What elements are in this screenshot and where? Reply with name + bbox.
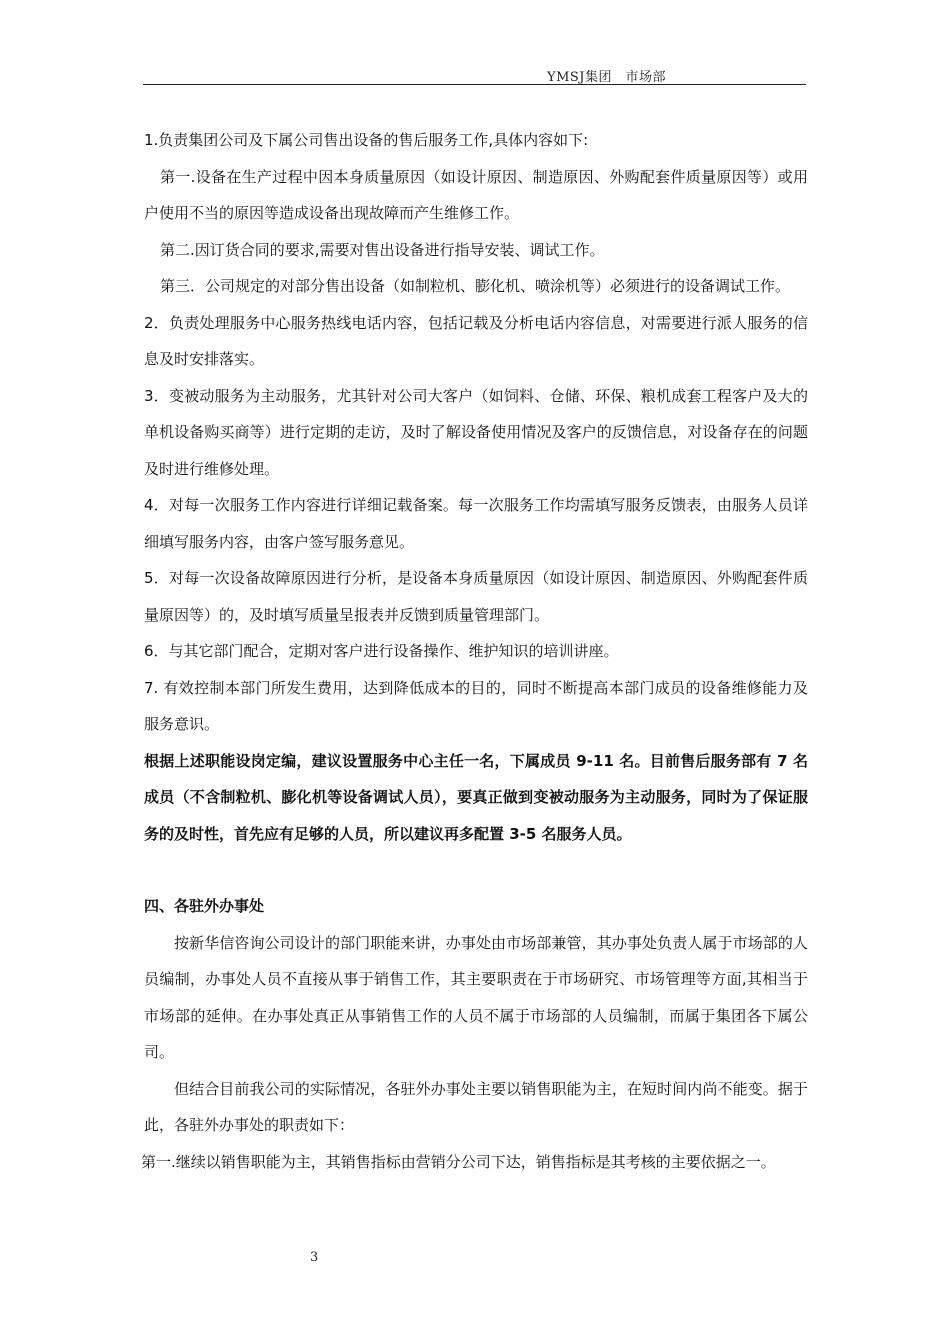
item1-third: 第三．公司规定的对部分售出设备（如制粒机、膨化机、喷涂机等）必须进行的设备调试工作。 [160,277,791,295]
item1-second: 第二.因订货合同的要求,需要对售出设备进行指导安装、调试工作。 [160,240,605,259]
page-number: 3 [310,1250,319,1265]
item6: 6．与其它部门配合，定期对客户进行设备操作、维护知识的培训讲座。 [144,642,619,660]
item1-first: 第一.设备在生产过程中因本身质量原因（如设计原因、制造原因、外购配套件质量原因等）或用户使用不当的原因等造成设备出现故障而产生维修工作。 [144,167,808,222]
item3: 3．变被动服务为主动服务，尤其针对公司大客户（如饲料、仓储、环保、粮机成套工程客户及大的单机设备购买商等）进行定期的走访，及时了解设备使用情况及客户的反馈信息，对设备存在的问题及时进行维修处理。 [144,386,808,478]
header-text: YMSJ集团 市场部 [546,70,666,85]
item7: 7. 有效控制本部门所发生费用，达到降低成本的目的，同时不断提高本部门成员的设备维修能力及服务意识。 [144,678,808,733]
recommendation-paragraph: 根据上述职能设岗定编，建议设置服务中心主任一名，下属成员 9-11 名。目前售后服务部有 7 名成员（不含制粒机、膨化机等设备调试人员），要真正做到变被动服务为主动服务，同时为了保证服务的及时性，首先应有足够的人员，所以建议再多配置 3-5 名服务人员。 [144,751,808,843]
item2: 2．负责处理服务中心服务热线电话内容，包括记载及分析电话内容信息，对需要进行派人服务的信息及时安排落实。 [144,313,808,368]
section4-paragraph-3: 第一.继续以销售职能为主，其销售指标由营销分公司下达，销售指标是其考核的主要依据之一。 [141,1152,776,1171]
section-spacer [144,852,808,888]
item5: 5．对每一次设备故障原因进行分析，是设备本身质量原因（如设计原因、制造原因、外购配套件质量原因等）的，及时填写质量呈报表并反馈到质量管理部门。 [144,569,808,624]
section-title: 四、各驻外办事处 [144,897,265,915]
item4: 4．对每一次服务工作内容进行详细记载备案。每一次服务工作均需填写服务反馈表，由服务人员详细填写服务内容，由客户签写服务意见。 [144,496,808,551]
item1-intro: 1.负责集团公司及下属公司售出设备的售后服务工作,具体内容如下: [144,131,589,149]
section4-paragraph-2: 但结合目前我公司的实际情况，各驻外办事处主要以销售职能为主，在短时间内尚不能变。据于此，各驻外办事处的职责如下： [144,1079,808,1134]
section4-paragraph-1: 按新华信咨询公司设计的部门职能来讲，办事处由市场部兼管，其办事处负责人属于市场部的人员编制，办事处人员不直接从事于销售工作，其主要职责在于市场研究、市场管理等方面,其相当于市场部的延伸。在办事处真正从事销售工作的人员不属于市场部的人员编制，而属于集团各下属公司。 [144,933,808,1061]
document-body [141,122,808,1180]
page-header [143,62,806,85]
